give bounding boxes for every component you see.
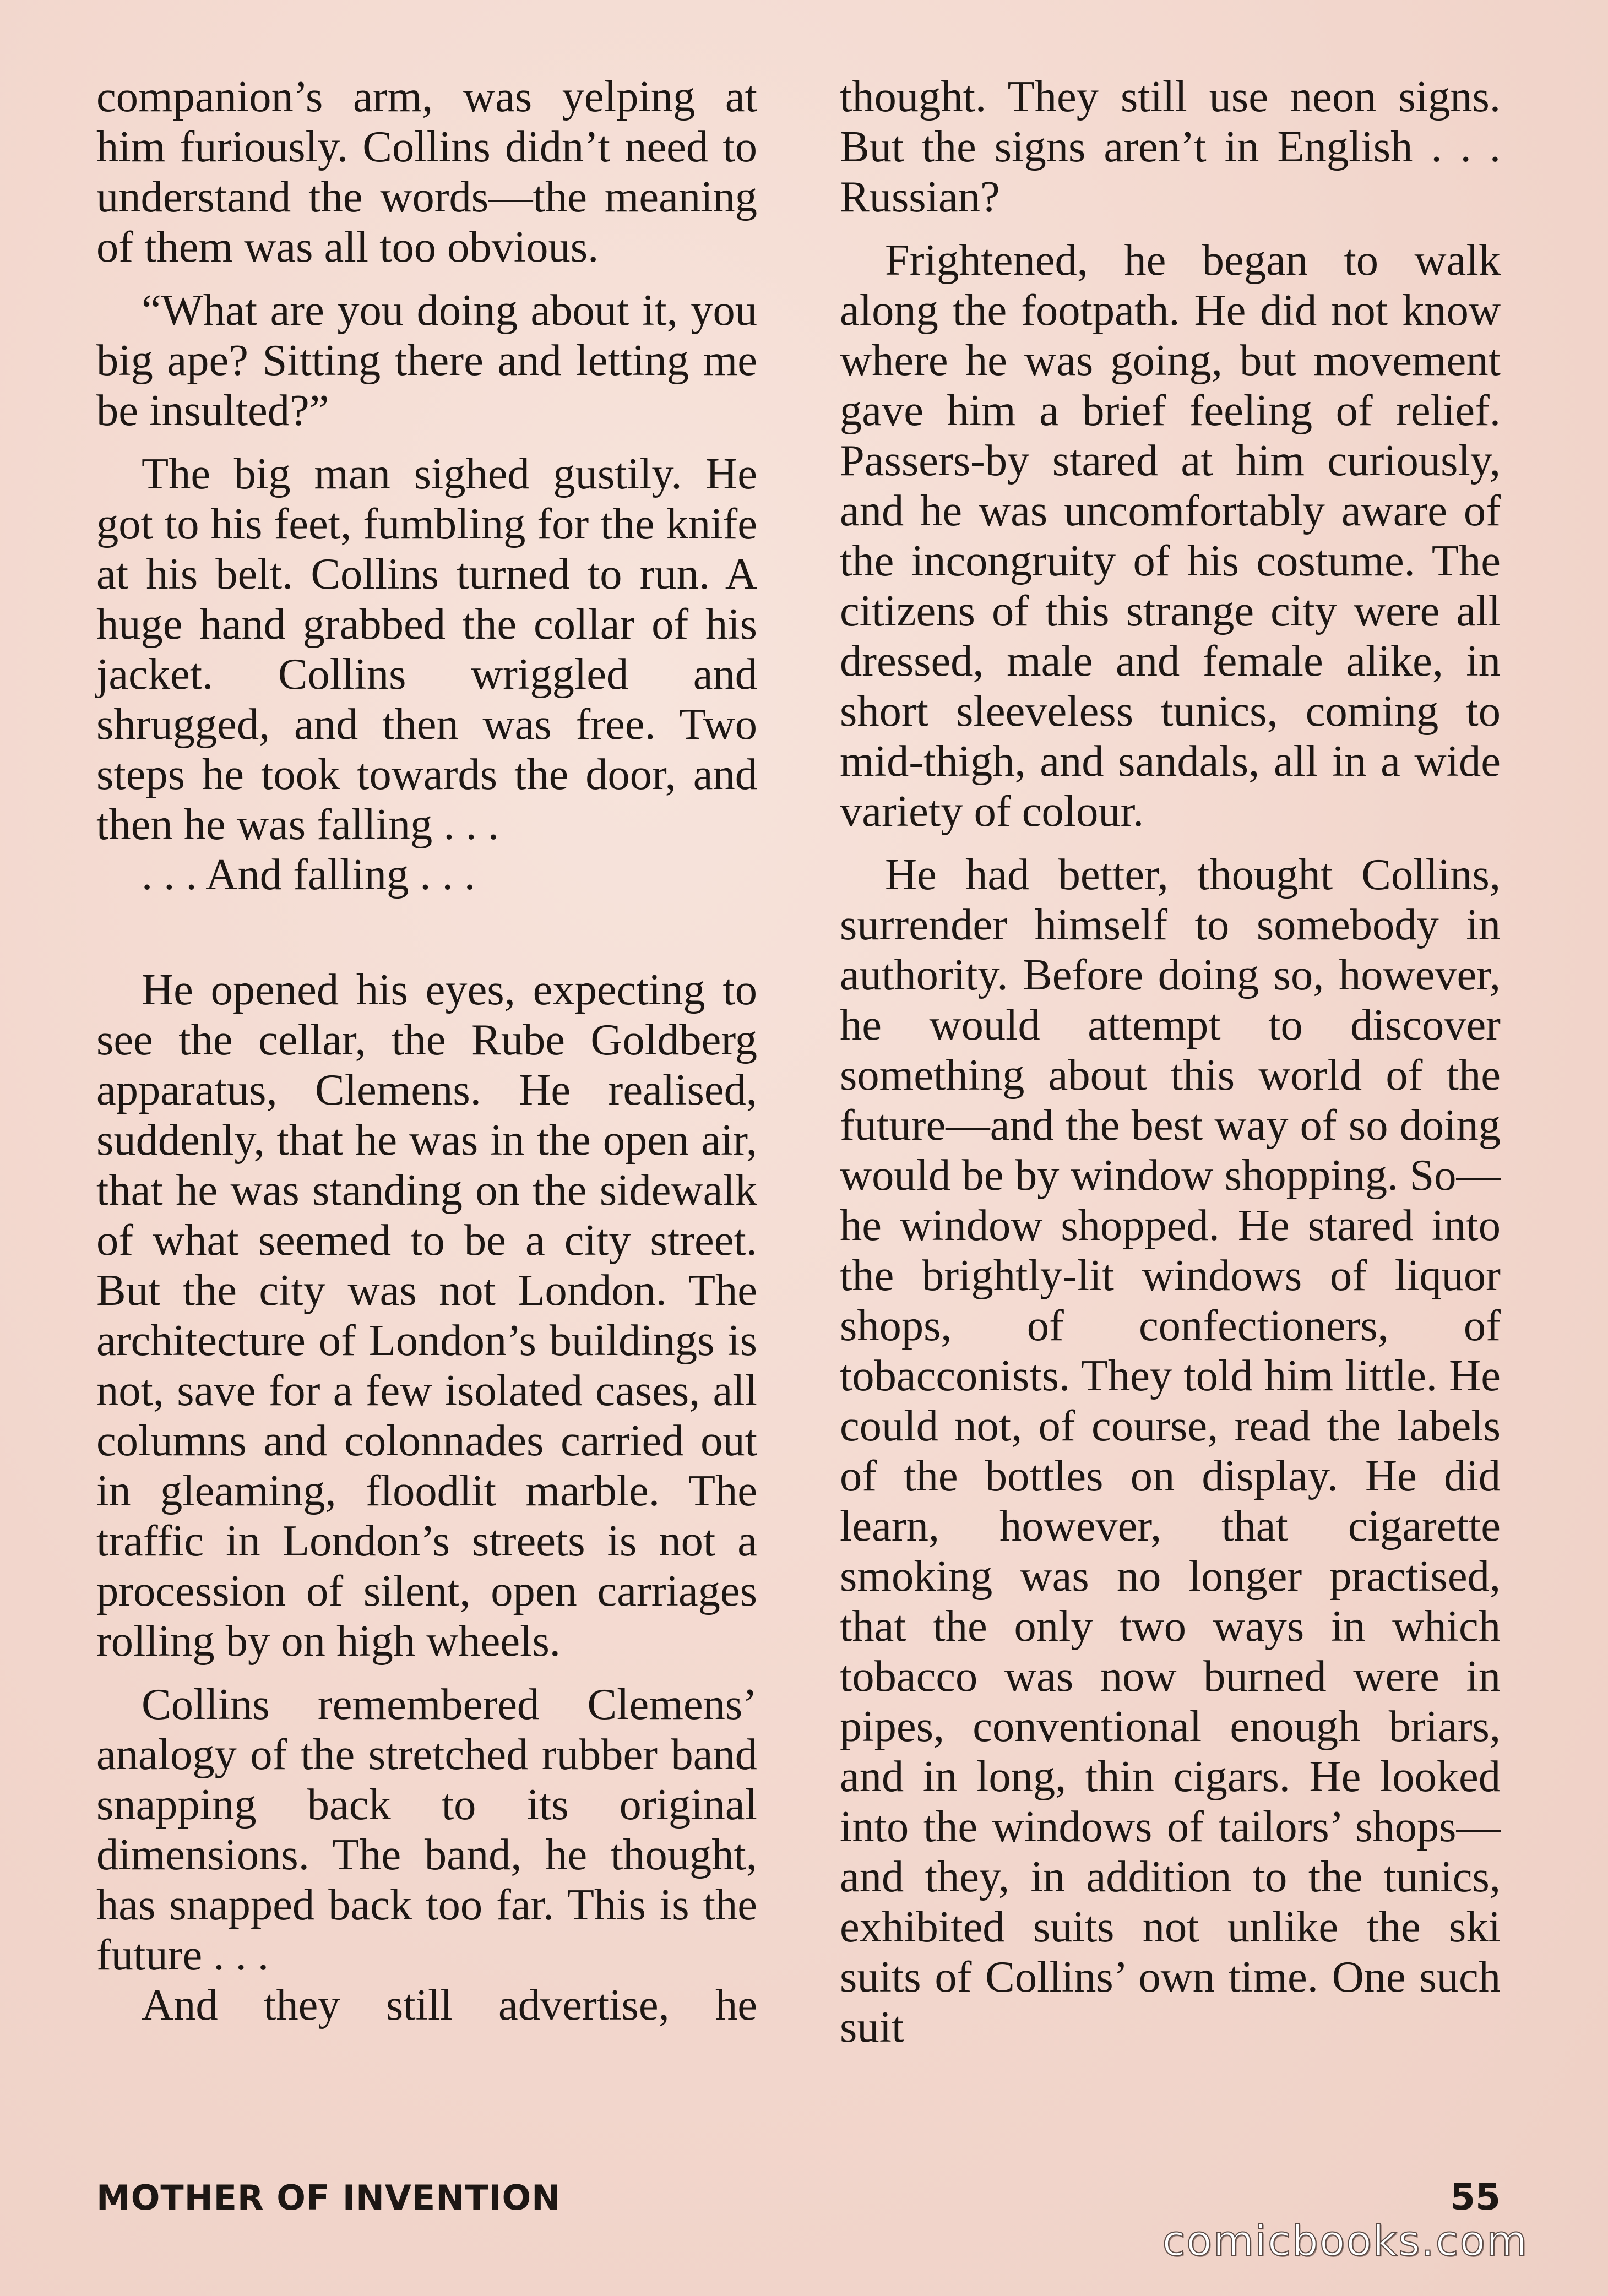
right-column bbox=[840, 72, 1501, 2052]
paragraph: Frightened, he began to walk along the footpath. He did not know where he was going, but movement gave him a brief feeling of relief. Passers-by stared at him curiously, and he was uncomfortably aware of the incongruity of his costume. The citizens of this strange city were all dressed, male and female alike, in short sleeveless tunics, coming to mid-thigh, and sandals, all in a wide variety of colour. bbox=[840, 236, 1501, 836]
watermark: comicbooks.com bbox=[1162, 2216, 1528, 2265]
running-footer-title: MOTHER OF INVENTION bbox=[96, 2178, 561, 2218]
paragraph: “What are you doing about it, you big ape? Sitting there and letting me be insulted?” bbox=[96, 286, 757, 435]
paragraph: . . . And falling . . . bbox=[142, 850, 475, 899]
page-number: 55 bbox=[1450, 2176, 1501, 2218]
paragraph: He had better, thought Collins, surrender himself to somebody in authority. Before doing so, however, he would attempt to discover something about this world of the future—and the best way of so doing would be by window shopping. So—he window shopped. He stared into the brightly-lit windows of liquor shops, of confectioners, of tobacconists. They told him little. He could not, of course, read the labels of the bottles on display. He did learn, however, that cigarette smoking was no longer practised, that the only two ways in which tobacco was now burned were in pipes, conventional enough briars, and in long, thin cigars. He looked into the windows of tailors’ shops—and they, in addition to the tunics, exhibited suits not unlike the ski suits of Collins’ own time. One such suit bbox=[840, 850, 1501, 2052]
left-column bbox=[96, 72, 757, 2030]
paragraph: Collins remembered Clemens’ analogy of the stretched rubber band snapping back to its original dimensions. The band, he thought, has snapped back too far. This is the future . . . bbox=[96, 1680, 757, 1979]
paragraph: thought. They still use neon signs. But the signs aren’t in English . . . Russian? bbox=[840, 72, 1501, 221]
paragraph: He opened his eyes, expecting to see the cellar, the Rube Goldberg apparatus, Clemens. He realised, suddenly, that he was in the open air, that he was standing on the sidewalk of what seemed to be a city street. But the city was not London. The architecture of London’s buildings is not, save for a few isolated cases, all columns and colonnades carried out in gleaming, floodlit marble. The traffic in London’s streets is not a procession of silent, open carriages rolling by on high wheels. bbox=[96, 965, 757, 1666]
paragraph: companion’s arm, was yelping at him furiously. Collins didn’t need to understand the words—the meaning of them was all too obvious. bbox=[96, 72, 757, 271]
paragraph: And they still advertise, he bbox=[142, 1981, 757, 2030]
paragraph: The big man sighed gustily. He got to his feet, fumbling for the knife at his belt. Collins turned to run. A huge hand grabbed the collar of his jacket. Collins wriggled and shrugged, and then was free. Two steps he took towards the door, and then he was falling . . . bbox=[96, 449, 757, 849]
